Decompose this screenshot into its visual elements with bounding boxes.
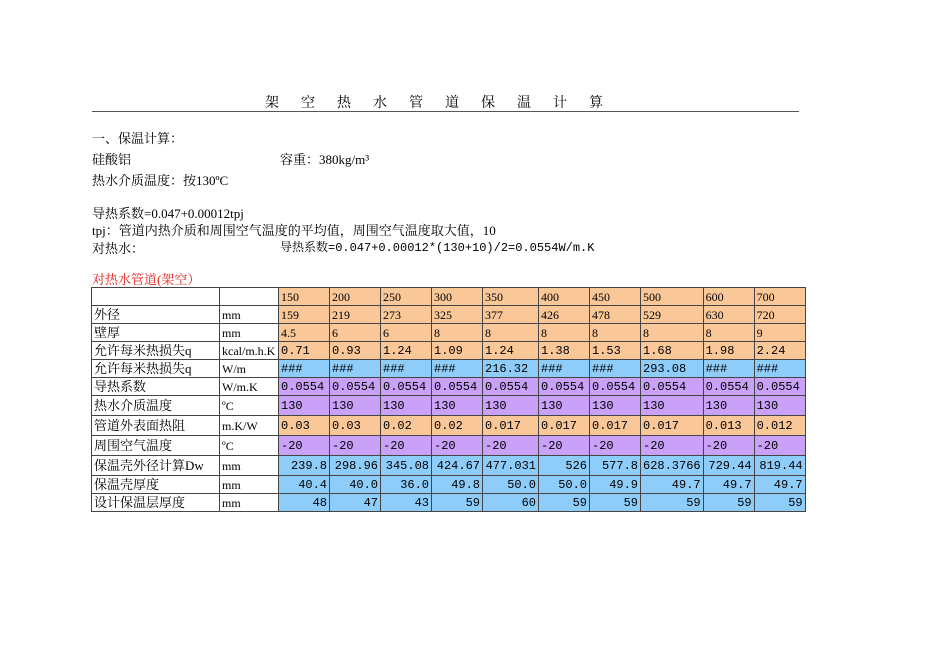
value-cell: -20 [381, 436, 432, 456]
value-cell: 529 [641, 306, 704, 324]
value-cell: 49.9 [590, 476, 641, 494]
value-cell: 49.7 [641, 476, 704, 494]
value-cell: ### [279, 360, 330, 378]
value-cell: 9 [754, 324, 805, 342]
nominal-size-cell: 300 [432, 288, 483, 306]
value-cell: 1.24 [381, 342, 432, 360]
value-cell: 216.32 [483, 360, 539, 378]
value-cell: 577.8 [590, 456, 641, 476]
row-unit: W/m [220, 360, 279, 378]
value-cell: 59 [754, 494, 805, 512]
value-cell: -20 [483, 436, 539, 456]
value-cell: 0.0554 [330, 378, 381, 396]
table-caption: 对热水管道(架空） [92, 272, 201, 287]
material-name: 硅酸铝 [92, 152, 132, 167]
table-row [92, 416, 806, 436]
value-cell: 8 [641, 324, 704, 342]
header-empty-cell [92, 288, 220, 306]
value-cell: 298.96 [330, 456, 381, 476]
value-cell: 130 [754, 396, 805, 416]
value-cell: 8 [539, 324, 590, 342]
nominal-size-cell: 600 [703, 288, 754, 306]
value-cell: 1.38 [539, 342, 590, 360]
table-row [92, 324, 806, 342]
value-cell: 0.02 [381, 416, 432, 436]
value-cell: 478 [590, 306, 641, 324]
row-unit: m.K/W [220, 416, 279, 436]
table-row [92, 378, 806, 396]
nominal-size-cell: 400 [539, 288, 590, 306]
material-density: 容重：380kg/m³ [280, 152, 370, 167]
row-label: 管道外表面热阻 [92, 416, 220, 436]
value-cell: 130 [641, 396, 704, 416]
value-cell: 8 [590, 324, 641, 342]
value-cell: 48 [279, 494, 330, 512]
value-cell: 59 [641, 494, 704, 512]
value-cell: 130 [483, 396, 539, 416]
value-cell: -20 [539, 436, 590, 456]
value-cell: 0.017 [483, 416, 539, 436]
value-cell: 49.8 [432, 476, 483, 494]
row-label: 设计保温层厚度 [92, 494, 220, 512]
nominal-size-cell: 500 [641, 288, 704, 306]
value-cell: 130 [703, 396, 754, 416]
value-cell: 293.08 [641, 360, 704, 378]
insulation-table [91, 287, 806, 512]
value-cell: -20 [703, 436, 754, 456]
row-label: 允许每米热损失q [92, 342, 220, 360]
row-label: 壁厚 [92, 324, 220, 342]
row-label: 允许每米热损失q [92, 360, 220, 378]
row-unit: ºC [220, 396, 279, 416]
value-cell: 130 [590, 396, 641, 416]
value-cell: 4.5 [279, 324, 330, 342]
value-cell: ### [432, 360, 483, 378]
value-cell: -20 [279, 436, 330, 456]
value-cell: 0.0554 [590, 378, 641, 396]
table-row [92, 396, 806, 416]
value-cell: 8 [432, 324, 483, 342]
table-row [92, 476, 806, 494]
value-cell: -20 [330, 436, 381, 456]
value-cell: 0.012 [754, 416, 805, 436]
value-cell: 6 [330, 324, 381, 342]
value-cell: ### [539, 360, 590, 378]
value-cell: 630 [703, 306, 754, 324]
value-cell: 0.02 [432, 416, 483, 436]
value-cell: 2.24 [754, 342, 805, 360]
table-row [92, 456, 806, 476]
nominal-size-cell: 350 [483, 288, 539, 306]
value-cell: 0.03 [279, 416, 330, 436]
value-cell: 59 [590, 494, 641, 512]
value-cell: 130 [539, 396, 590, 416]
value-cell: 729.44 [703, 456, 754, 476]
value-cell: 49.7 [754, 476, 805, 494]
value-cell: 377 [483, 306, 539, 324]
row-label: 热水介质温度 [92, 396, 220, 416]
row-unit: mm [220, 324, 279, 342]
value-cell: -20 [754, 436, 805, 456]
value-cell: 130 [432, 396, 483, 416]
value-cell: ### [381, 360, 432, 378]
value-cell: 0.0554 [539, 378, 590, 396]
row-label: 保温壳厚度 [92, 476, 220, 494]
value-cell: 0.0554 [754, 378, 805, 396]
table-row [92, 436, 806, 456]
table-row [92, 342, 806, 360]
row-unit: kcal/m.h.K [220, 342, 279, 360]
value-cell: 477.031 [483, 456, 539, 476]
row-label: 外径 [92, 306, 220, 324]
value-cell: 0.017 [590, 416, 641, 436]
row-unit: mm [220, 456, 279, 476]
row-label: 周围空气温度 [92, 436, 220, 456]
nominal-size-cell: 200 [330, 288, 381, 306]
value-cell: -20 [432, 436, 483, 456]
row-unit: mm [220, 494, 279, 512]
row-unit: W/m.K [220, 378, 279, 396]
table-row [92, 494, 806, 512]
value-cell: 628.3766 [641, 456, 704, 476]
value-cell: 59 [539, 494, 590, 512]
value-cell: 0.0554 [432, 378, 483, 396]
row-label: 导热系数 [92, 378, 220, 396]
value-cell: 159 [279, 306, 330, 324]
value-cell: 1.98 [703, 342, 754, 360]
value-cell: 0.017 [539, 416, 590, 436]
value-cell: 43 [381, 494, 432, 512]
value-cell: 345.08 [381, 456, 432, 476]
value-cell: 1.09 [432, 342, 483, 360]
header-empty-cell [220, 288, 279, 306]
value-cell: 40.4 [279, 476, 330, 494]
value-cell: 8 [483, 324, 539, 342]
tpj-note: tpj：管道内热介质和周围空气温度的平均值，周围空气温度取大值，10 [92, 223, 496, 238]
value-cell: 526 [539, 456, 590, 476]
page-title: 架空热水管道保温计算 [265, 94, 625, 110]
value-cell: ### [590, 360, 641, 378]
for-hot-water-label: 对热水： [92, 241, 145, 256]
row-unit: mm [220, 306, 279, 324]
value-cell: 47 [330, 494, 381, 512]
value-cell: 0.013 [703, 416, 754, 436]
value-cell: 60 [483, 494, 539, 512]
value-cell: 1.68 [641, 342, 704, 360]
value-cell: 426 [539, 306, 590, 324]
value-cell: 1.53 [590, 342, 641, 360]
value-cell: ### [754, 360, 805, 378]
value-cell: 49.7 [703, 476, 754, 494]
table-row [92, 306, 806, 324]
value-cell: 239.8 [279, 456, 330, 476]
row-unit: ºC [220, 436, 279, 456]
value-cell: 0.0554 [381, 378, 432, 396]
value-cell: 325 [432, 306, 483, 324]
value-cell: 130 [381, 396, 432, 416]
value-cell: 424.67 [432, 456, 483, 476]
value-cell: 273 [381, 306, 432, 324]
value-cell: 59 [432, 494, 483, 512]
value-cell: 0.0554 [641, 378, 704, 396]
nominal-size-cell: 700 [754, 288, 805, 306]
value-cell: -20 [590, 436, 641, 456]
value-cell: 219 [330, 306, 381, 324]
value-cell: 0.0554 [279, 378, 330, 396]
value-cell: 0.017 [641, 416, 704, 436]
value-cell: 40.0 [330, 476, 381, 494]
value-cell: 50.0 [539, 476, 590, 494]
value-cell: 0.0554 [703, 378, 754, 396]
row-unit: mm [220, 476, 279, 494]
conductivity-formula: 导热系数=0.047+0.00012tpj [92, 206, 244, 221]
value-cell: 59 [703, 494, 754, 512]
value-cell: 130 [330, 396, 381, 416]
nominal-size-cell: 150 [279, 288, 330, 306]
value-cell: 0.03 [330, 416, 381, 436]
medium-temperature: 热水介质温度：按130ºC [92, 173, 229, 188]
value-cell: 8 [703, 324, 754, 342]
nominal-size-cell: 250 [381, 288, 432, 306]
title-underline [92, 111, 799, 112]
nominal-size-cell: 450 [590, 288, 641, 306]
value-cell: ### [330, 360, 381, 378]
table-row [92, 360, 806, 378]
value-cell: 1.24 [483, 342, 539, 360]
value-cell: 720 [754, 306, 805, 324]
value-cell: 50.0 [483, 476, 539, 494]
value-cell: 0.71 [279, 342, 330, 360]
value-cell: ### [703, 360, 754, 378]
value-cell: 819.44 [754, 456, 805, 476]
value-cell: 0.0554 [483, 378, 539, 396]
value-cell: 0.93 [330, 342, 381, 360]
value-cell: 130 [279, 396, 330, 416]
row-label: 保温壳外径计算Dw [92, 456, 220, 476]
section-heading: 一、保温计算： [92, 131, 184, 146]
table-header-row [92, 288, 806, 306]
value-cell: 6 [381, 324, 432, 342]
value-cell: -20 [641, 436, 704, 456]
conductivity-calculation: 导热系数=0.047+0.00012*(130+10)/2=0.0554W/m.K [280, 241, 595, 255]
value-cell: 36.0 [381, 476, 432, 494]
